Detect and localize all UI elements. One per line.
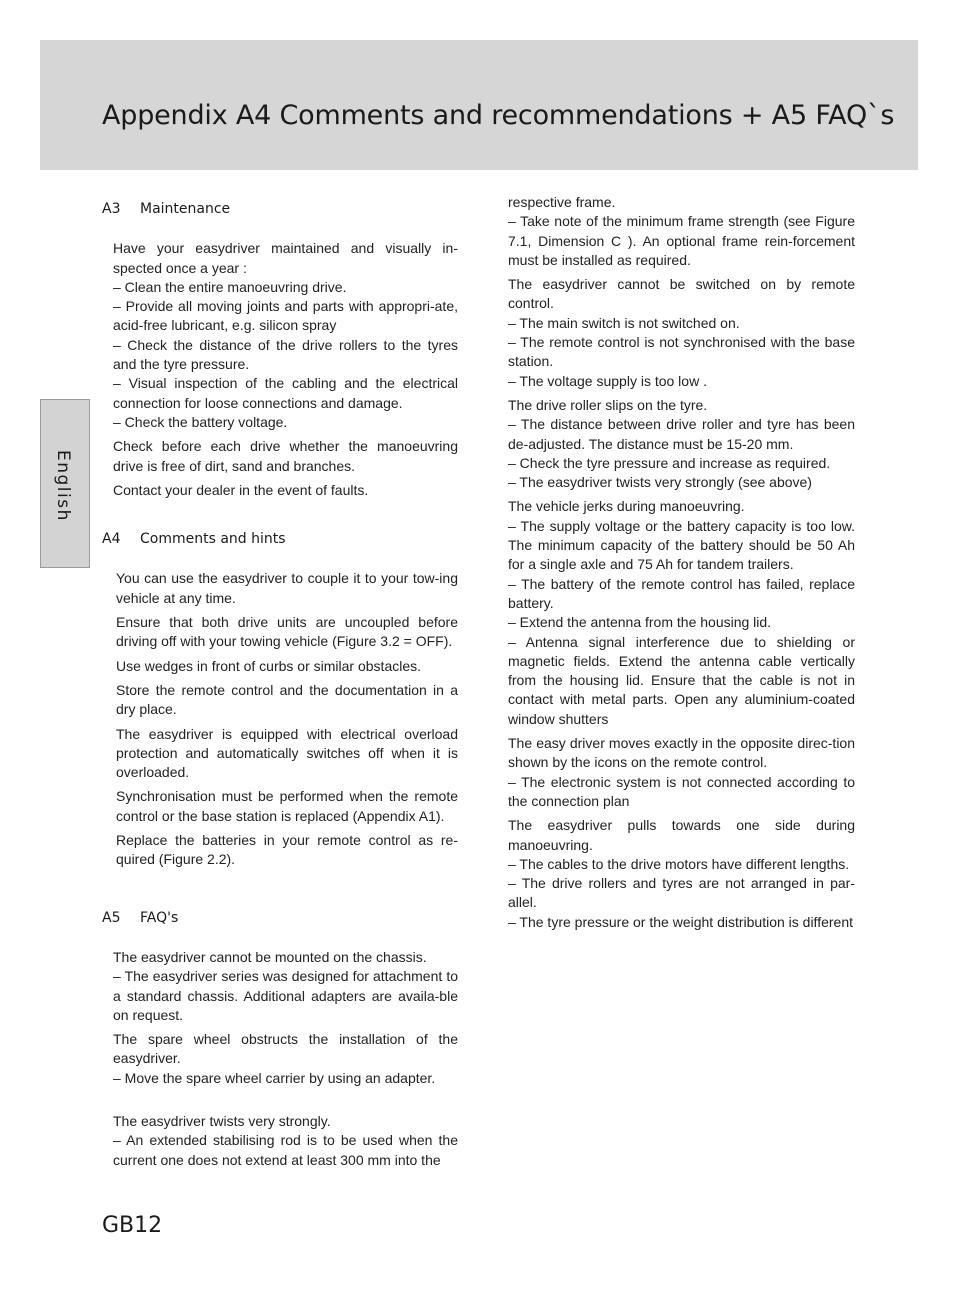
- section-a3-body: [113, 239, 458, 500]
- text-line: – The easydriver series was designed for attachment to a standard chassis. Additional adapters are availa-ble on request.: [113, 968, 458, 1023]
- text-line: Ensure that both drive units are uncoupled before driving off with your towing vehicle (Figure 3.2 = OFF).: [116, 614, 458, 650]
- text-line: – Provide all moving joints and parts with appropri-ate, acid-free lubricant, e.g. silicon spray: [113, 298, 458, 334]
- text-line: The spare wheel obstructs the installation of the easydriver.: [113, 1031, 458, 1067]
- text-line: You can use the easydriver to couple it to your tow-ing vehicle at any time.: [116, 570, 458, 606]
- text-block: [116, 681, 458, 720]
- text-block: [508, 275, 855, 391]
- text-line: The easydriver cannot be switched on by remote control.: [508, 276, 855, 312]
- text-block: [116, 831, 458, 870]
- section-heading-a4: [102, 530, 458, 549]
- text-line: – The drive rollers and tyres are not arranged in par-allel.: [508, 875, 855, 911]
- section-a5-body: [113, 948, 458, 1170]
- text-line: The vehicle jerks during manoeuvring.: [508, 498, 745, 515]
- section-number: A5: [102, 909, 121, 926]
- text-line: – The main switch is not switched on.: [508, 314, 740, 331]
- text-line: – Take note of the minimum frame strength (see Figure 7.1, Dimension C ). An optional frame rein-forcement must be installed as required.: [508, 213, 855, 268]
- text-line: Synchronisation must be performed when the remote control or the base station is replaced (Appendix A1).: [116, 788, 458, 824]
- text-line: The easydriver is equipped with electrical overload protection and automatically switches off when it is overloaded.: [116, 725, 458, 781]
- text-block: [113, 948, 458, 1025]
- text-line: – The distance between drive roller and tyre has been de-adjusted. The distance must be 15-20 mm.: [508, 416, 855, 452]
- text-line: The easydriver cannot be mounted on the chassis.: [113, 948, 427, 965]
- text-line: – An extended stabilising rod is to be used when the current one does not extend at least 300 mm into the: [113, 1132, 458, 1168]
- text-line: – The cables to the drive motors have different lengths.: [508, 855, 850, 872]
- section-title: Maintenance: [140, 201, 231, 217]
- text-line: – The remote control is not synchronised with the base station.: [508, 334, 855, 370]
- text-line: The drive roller slips on the tyre.: [508, 396, 708, 413]
- page-header: [40, 40, 918, 170]
- section-a4-body: [116, 569, 458, 869]
- text-block: [113, 239, 458, 432]
- section-title: FAQ's: [140, 909, 179, 926]
- text-block: [116, 725, 458, 783]
- text-block: [113, 481, 458, 500]
- text-line: – Clean the entire manoeuvring drive.: [113, 278, 347, 295]
- text-line: Replace the batteries in your remote control as re-quired (Figure 2.2).: [116, 832, 458, 868]
- text-line: Have your easydriver maintained and visually in-spected once a year :: [113, 240, 458, 276]
- text-line: – Antenna signal interference due to shielding or magnetic fields. Extend the antenna cable vertically from the housing lid. Ensure that the cable is not in contact with metal parts. Open any aluminium-coated window shutters: [508, 633, 855, 727]
- text-line: – The easydriver twists very strongly (see above): [508, 474, 812, 491]
- text-line: – Extend the antenna from the housing lid.: [508, 614, 772, 631]
- text-block: [113, 1030, 458, 1088]
- text-block: [116, 657, 458, 676]
- text-block: [508, 497, 855, 729]
- left-column: [102, 200, 458, 1175]
- text-block: [113, 437, 458, 476]
- text-line: – The battery of the remote control has failed, replace battery.: [508, 575, 855, 611]
- faq-continued-body: [508, 193, 855, 932]
- text-line: The easydriver twists very strongly.: [113, 1112, 331, 1129]
- text-block: [508, 816, 855, 932]
- text-line: – Check the distance of the drive rollers to the tyres and the tyre pressure.: [113, 336, 458, 373]
- text-block: [116, 569, 458, 608]
- text-line: – Check the tyre pressure and increase as required.: [508, 454, 831, 471]
- section-heading-a5: [102, 909, 458, 928]
- text-line: – The tyre pressure or the weight distribution is different: [508, 913, 853, 930]
- text-line: The easydriver pulls towards one side during manoeuvring.: [508, 817, 855, 853]
- text-line: Store the remote control and the documentation in a dry place.: [116, 681, 458, 718]
- language-tab: [40, 399, 90, 568]
- section-title: Comments and hints: [140, 531, 286, 548]
- text-line: Check before each drive whether the manoeuvring drive is free of dirt, sand and branches.: [113, 438, 458, 474]
- page-title: Appendix A4 Comments and recommendations + A5 FAQ`s: [102, 100, 895, 131]
- text-block: [113, 1112, 458, 1170]
- text-line: – The supply voltage or the battery capacity is too low. The minimum capacity of the battery should be 50 Ah for a single axle and 75 Ah for tandem trailers.: [508, 517, 855, 573]
- text-line: – Check the battery voltage.: [113, 413, 288, 430]
- section-number: A4: [102, 531, 121, 548]
- text-line: – The voltage supply is too low .: [508, 372, 707, 389]
- page-number: GB12: [102, 1213, 163, 1238]
- text-block: [508, 193, 855, 270]
- right-column: [508, 193, 855, 937]
- text-line: respective frame.: [508, 194, 616, 210]
- text-line: – The electronic system is not connected according to the connection plan: [508, 773, 855, 809]
- text-line: – Visual inspection of the cabling and the electrical connection for loose connections and damage.: [113, 375, 458, 411]
- section-heading-a3: [102, 200, 458, 219]
- text-block: [116, 613, 458, 652]
- text-line: – Move the spare wheel carrier by using an adapter.: [113, 1069, 436, 1086]
- text-line: Use wedges in front of curbs or similar obstacles.: [116, 657, 422, 674]
- language-tab-label: English: [53, 450, 73, 522]
- text-block: [508, 734, 855, 811]
- section-number: A3: [102, 201, 121, 217]
- text-block: [508, 396, 855, 492]
- text-line: The easy driver moves exactly in the opposite direc-tion shown by the icons on the remote control.: [508, 735, 855, 771]
- text-line: Contact your dealer in the event of faults.: [113, 481, 369, 498]
- text-block: [116, 787, 458, 826]
